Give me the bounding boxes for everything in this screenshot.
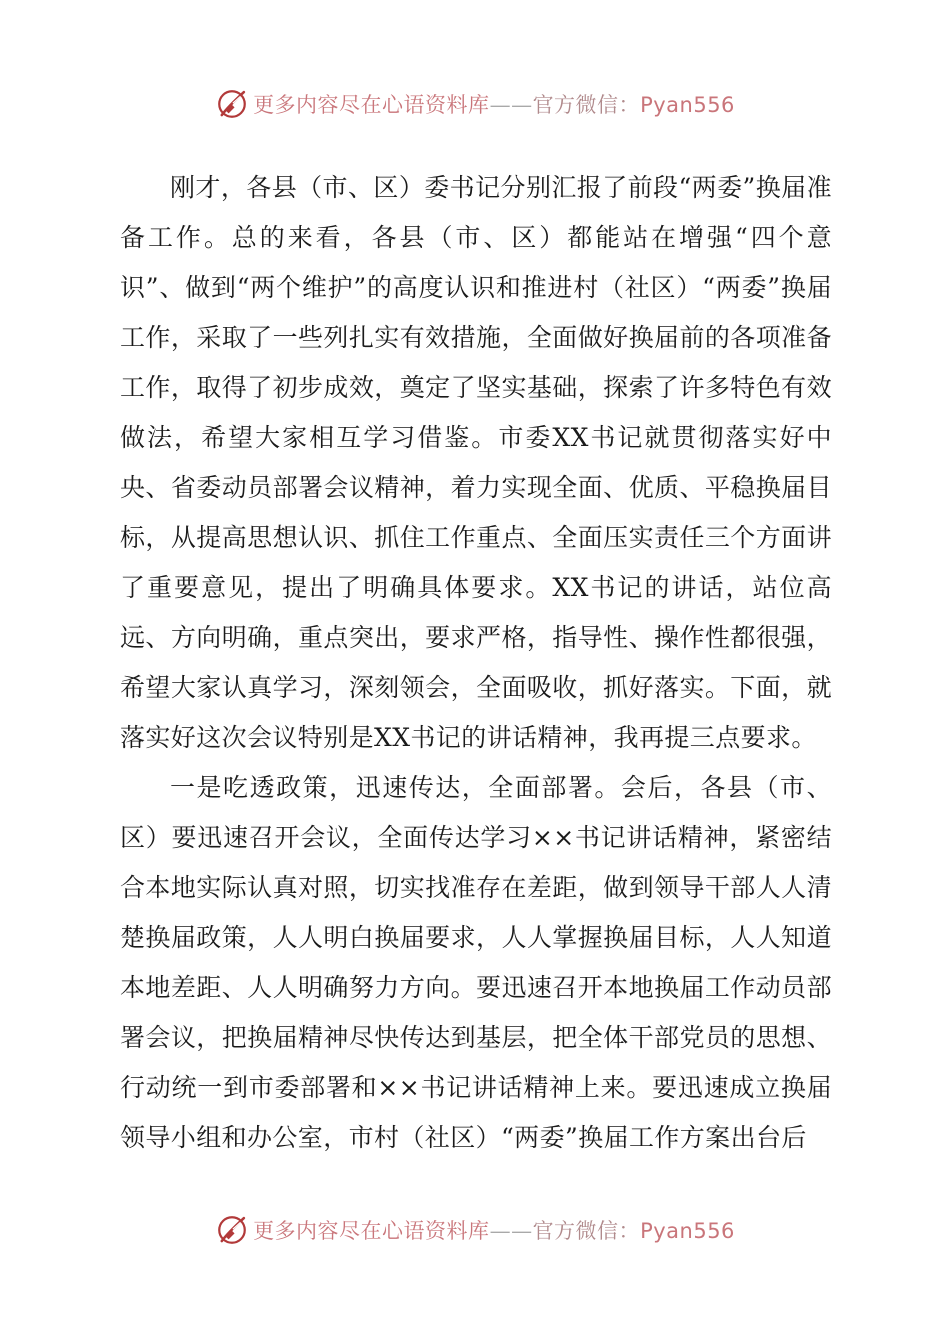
header-dash: —— (489, 93, 533, 117)
footer-banner-text (253, 1215, 735, 1245)
header-wechat-label: 官方微信： (532, 93, 641, 117)
header-banner (0, 84, 950, 124)
footer-wechat-label: 官方微信： (532, 1219, 641, 1243)
pen-nib-logo-icon (215, 87, 249, 121)
footer-banner (0, 1210, 950, 1250)
footer-wechat-handle: Pyan556 (640, 1219, 735, 1243)
document-body (120, 163, 832, 1163)
header-main-text: 更多内容尽在心语资料库 (253, 93, 490, 117)
footer-dash: —— (489, 1219, 533, 1243)
body-paragraph-1: 刚才，各县（市、区）委书记分别汇报了前段“两委”换届准备工作。总的来看，各县（市、区）都能站在增强“四个意识”、做到“两个维护”的高度认识和推进村（社区）“两委”换届工作，采取了一些列扎实有效措施，全面做好换届前的各项准备工作，取得了初步成效，奠定了坚实基础，探索了许多特色有效做法，希望大家相互学习借鉴。市委XX书记就贯彻落实好中央、省委动员部署会议精神，着力实现全面、优质、平稳换届目标，从提高思想认识、抓住工作重点、全面压实责任三个方面讲了重要意见，提出了明确具体要求。XX书记的讲话，站位高远、方向明确，重点突出，要求严格，指导性、操作性都很强，希望大家认真学习，深刻领会，全面吸收，抓好落实。下面，就落实好这次会议特别是XX书记的讲话精神，我再提三点要求。 (120, 173, 832, 752)
pen-nib-logo-icon (215, 1213, 249, 1247)
footer-main-text: 更多内容尽在心语资料库 (253, 1219, 490, 1243)
header-wechat-handle: Pyan556 (640, 93, 735, 117)
header-banner-text (253, 89, 735, 119)
body-paragraph-2: 一是吃透政策，迅速传达，全面部署。会后，各县（市、区）要迅速召开会议，全面传达学习××书记讲话精神，紧密结合本地实际认真对照，切实找准存在差距，做到领导干部人人清楚换届政策，人人明白换届要求，人人掌握换届目标，人人知道本地差距、人人明确努力方向。要迅速召开本地换届工作动员部署会议，把换届精神尽快传达到基层，把全体干部党员的思想、行动统一到市委部署和××书记讲话精神上来。要迅速成立换届领导小组和办公室，市村（社区）“两委”换届工作方案出台后 (120, 773, 832, 1152)
